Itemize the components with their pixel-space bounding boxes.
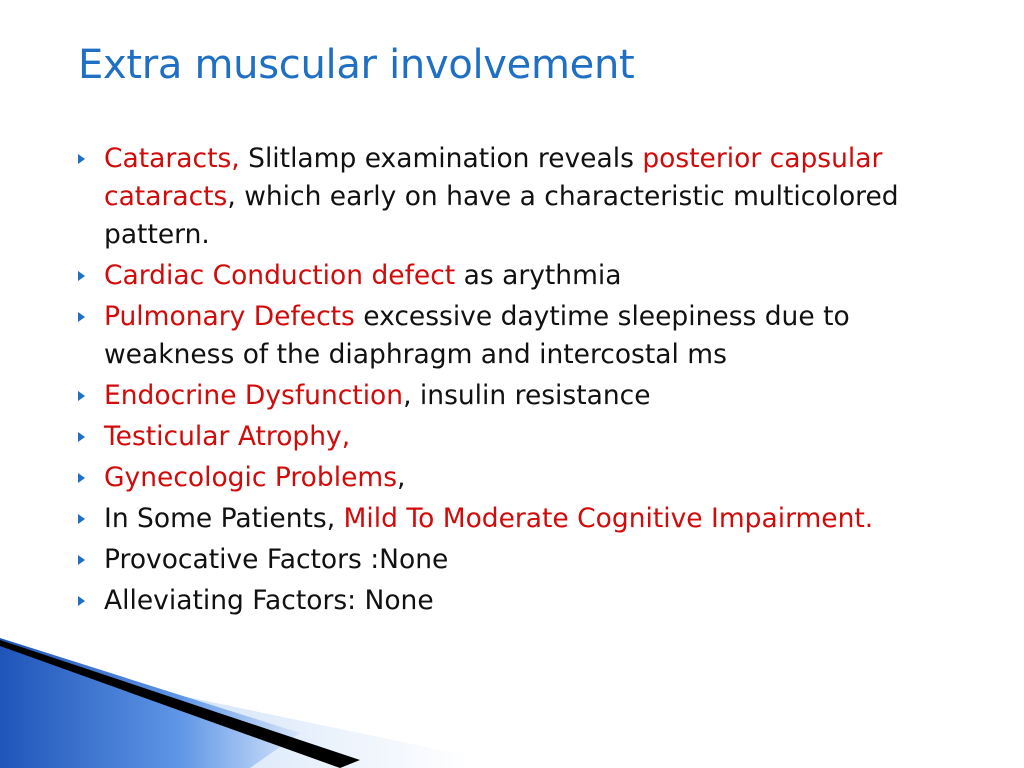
bullet-item — [76, 257, 956, 295]
body-text: In Some Patients, — [104, 503, 344, 534]
bullet-arrow-icon — [78, 555, 85, 565]
bullet-item — [76, 377, 956, 415]
highlighted-text: Cataracts, — [104, 143, 240, 174]
highlighted-text: Cardiac Conduction defect — [104, 260, 456, 291]
slide-title: Extra muscular involvement — [78, 42, 635, 88]
body-text: excessive daytime sleepiness due to weakness of the diaphragm and intercostal ms — [104, 301, 850, 370]
body-text: as arythmia — [455, 260, 622, 291]
bullet-arrow-icon — [78, 271, 85, 281]
bullet-item — [76, 459, 956, 497]
bullet-arrow-icon — [78, 596, 85, 606]
bullet-item — [76, 541, 956, 579]
bullet-item — [76, 140, 956, 254]
highlighted-text: Mild To Moderate Cognitive Impairment. — [343, 503, 874, 534]
body-text: Provocative Factors :None — [104, 544, 449, 575]
body-text: Alleviating Factors: None — [104, 585, 434, 616]
highlighted-text: posterior capsular cataracts — [104, 143, 883, 212]
bullet-arrow-icon — [78, 432, 85, 442]
body-text: Slitlamp examination reveals — [239, 143, 643, 174]
highlighted-text: Gynecologic Problems — [104, 462, 398, 493]
bullet-list — [76, 140, 956, 623]
bullet-arrow-icon — [78, 473, 85, 483]
highlighted-text: Pulmonary Defects — [104, 301, 355, 332]
highlighted-text: Endocrine Dysfunction — [104, 380, 404, 411]
bullet-arrow-icon — [78, 391, 85, 401]
bullet-arrow-icon — [78, 514, 85, 524]
body-text: , — [397, 462, 406, 493]
bullet-arrow-icon — [78, 154, 85, 164]
bullet-item — [76, 500, 956, 538]
bullet-item — [76, 298, 956, 374]
body-text: , insulin resistance — [403, 380, 651, 411]
body-text: , which early on have a characteristic multicolored pattern. — [104, 181, 899, 250]
corner-swoosh-decoration — [0, 638, 470, 768]
bullet-item — [76, 582, 956, 620]
bullet-arrow-icon — [78, 312, 85, 322]
highlighted-text: Testicular Atrophy, — [104, 421, 351, 452]
bullet-item — [76, 418, 956, 456]
